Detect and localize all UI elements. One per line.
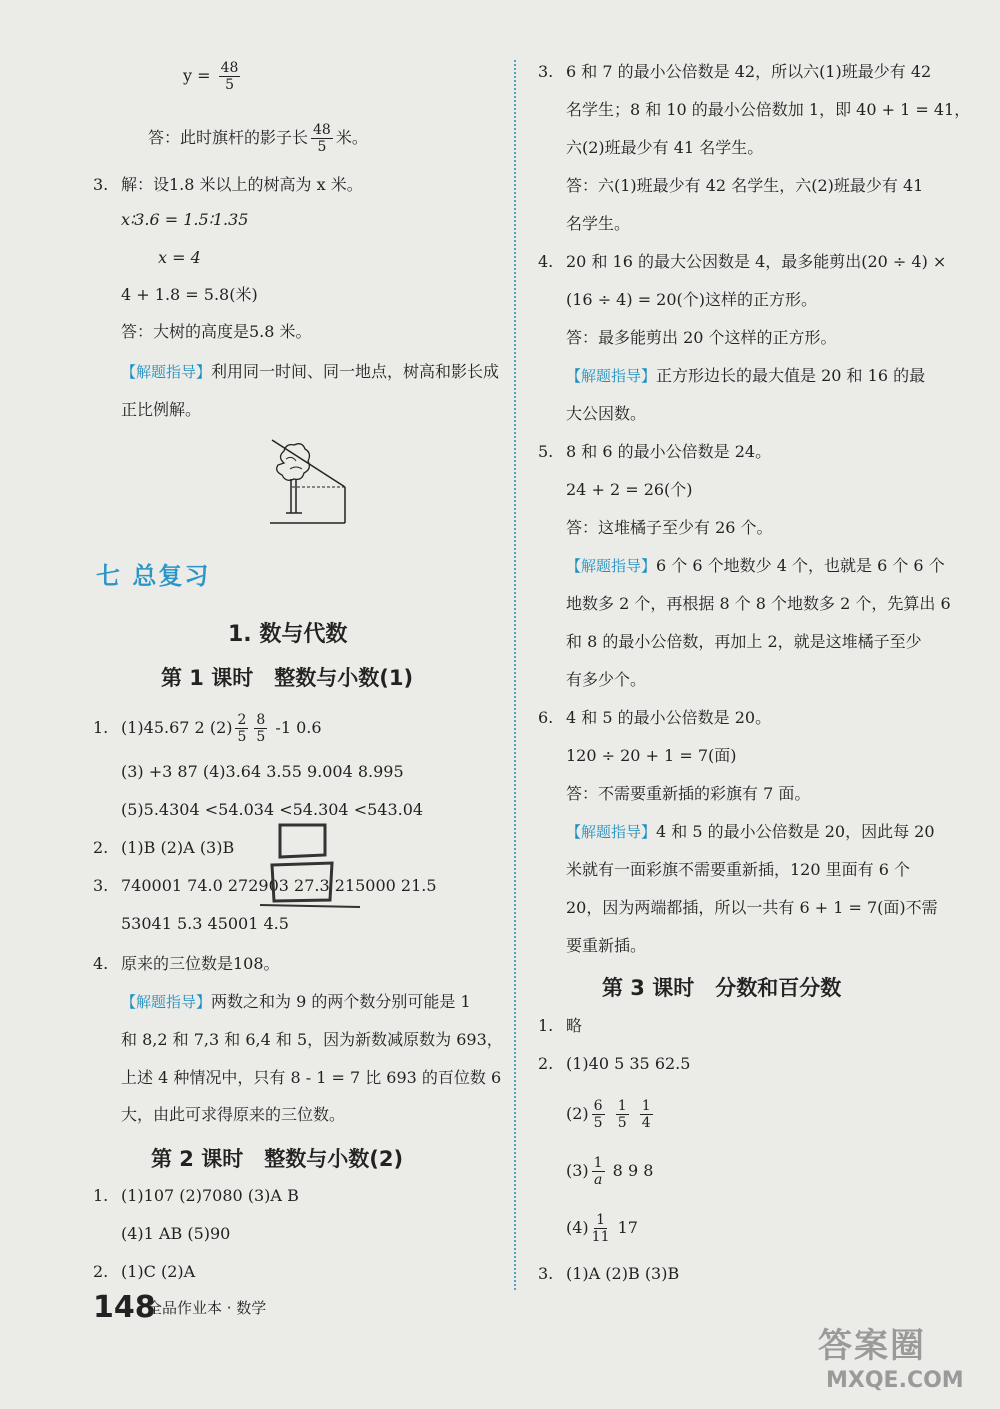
watermark-url: MXQE.COM (826, 1368, 964, 1393)
tree-shadow-diagram (262, 435, 352, 530)
watermark-logo: 答案圈 (818, 1326, 926, 1366)
unit-title: 1. 数与代数 (228, 622, 348, 647)
guide-tag: 【解题指导】 (566, 557, 657, 575)
r-q4-line3: 答：最多能剪出 20 个这样的正方形。 (566, 328, 837, 347)
l1q2: 2. (1)B (2)A (3)B (93, 838, 235, 857)
stamp (250, 805, 370, 945)
r-q4-line2: (16 ÷ 4) = 20(个)这样的正方形。 (566, 290, 818, 309)
stamp-mark (250, 805, 370, 915)
r-q3-line2: 名学生；8 和 10 的最小公倍数加 1，即 40 + 1 = 41， (566, 100, 971, 119)
r-l3q3: 3. (1)A (2)B (3)B (538, 1264, 680, 1283)
guide-tag: 【解题指导】 (121, 993, 212, 1011)
r-l3q2-line4: (4) $\frac{1}{11}$ 17 (566, 1212, 638, 1245)
l1q1-line1: 1. (1)45.67 2 (2) $\frac{2}{5}$ $\frac{8}{5}$ -1 0.6 (93, 712, 322, 745)
answer-shadow: 答：此时旗杆的影子长 $\frac{48}{5}$ 米。 (148, 122, 368, 155)
r-q5-guide-3: 和 8 的最小公倍数，再加上 2，就是这堆橘子至少 (566, 632, 922, 651)
r-q6-guide-2: 米就有一面彩旗不需要重新插，120 里面有 6 个 (566, 860, 910, 879)
l1q1-line3: (5)5.4304 <54.034 <54.304 <543.04 (121, 800, 424, 819)
r-q3-line1: 3. 6 和 7 的最小公倍数是 42，所以六(1)班最少有 42 (538, 62, 932, 81)
q3-guide: 【解题指导】利用同一时间、同一地点，树高和影长成 (121, 362, 500, 381)
l1q4-guide-3: 上述 4 种情况中，只有 8 - 1 = 7 比 693 的百位数 6 (121, 1068, 502, 1087)
r-q6-guide-4: 要重新插。 (566, 936, 647, 955)
l1q4-guide: 【解题指导】两数之和为 9 的两个数分别可能是 1 (121, 992, 471, 1011)
r-q4-guide-2: 大公因数。 (566, 404, 647, 423)
r-q3-line4: 答：六(1)班最少有 42 名学生，六(2)班最少有 41 (566, 176, 924, 195)
r-q5-guide-2: 地数多 2 个，再根据 8 个 8 个地数多 2 个，先算出 6 (566, 594, 951, 613)
l1q4-guide-4: 大，由此可求得原来的三位数。 (121, 1105, 346, 1124)
book-title: 全品作业本 · 数学 (147, 1299, 267, 1317)
column-divider (514, 60, 516, 1290)
q3-line1: 3. 解：设1.8 米以上的树高为 x 米。 (93, 175, 363, 194)
r-q6-line1: 6. 4 和 5 的最小公倍数是 20。 (538, 708, 772, 727)
q3-line4: 4 + 1.8 = 5.8(米) (121, 285, 258, 304)
guide-tag: 【解题指导】 (121, 363, 212, 381)
r-q5-guide: 【解题指导】6 个 6 个地数少 4 个，也就是 6 个 6 个 (566, 556, 945, 575)
r-q4-line1: 4. 20 和 16 的最大公因数是 4，最多能剪出(20 ÷ 4) × (538, 252, 947, 271)
q3-line5: 答：大树的高度是5.8 米。 (121, 322, 312, 341)
section-title: 七 总复习 (96, 562, 211, 590)
guide-tag: 【解题指导】 (566, 367, 657, 385)
r-q3-line3: 六(2)班最少有 41 名学生。 (566, 138, 764, 157)
q3-line3: x = 4 (158, 248, 201, 267)
r-q3-line5: 名学生。 (566, 214, 631, 233)
guide-tag: 【解题指导】 (566, 823, 657, 841)
r-l3q2-line3: (3) $\frac{1}{a}$ 8 9 8 (566, 1155, 654, 1188)
y-equation: y = $\frac{48}{5}$ (183, 60, 239, 93)
l2q1-line1: 1. (1)107 (2)7080 (3)A B (93, 1186, 299, 1205)
lesson3-title: 第 3 课时 分数和百分数 (602, 976, 842, 1000)
r-q5-line1: 5. 8 和 6 的最小公倍数是 24。 (538, 442, 772, 461)
r-q6-guide: 【解题指导】4 和 5 的最小公倍数是 20，因此每 20 (566, 822, 935, 841)
r-q6-line3: 答：不需要重新插的彩旗有 7 面。 (566, 784, 811, 803)
q3-line2: x∶3.6 = 1.5∶1.35 (121, 210, 249, 229)
r-q4-guide: 【解题指导】正方形边长的最大值是 20 和 16 的最 (566, 366, 926, 385)
l1q3-line1: 3. 740001 74.0 272903 27.3 215000 21.5 (93, 876, 437, 895)
r-l3q2-line2: (2) $\frac{6}{5}$ $\frac{1}{5}$ $\frac{1}{4}$ (566, 1098, 651, 1131)
page-number: 148 (93, 1290, 156, 1325)
lesson1-title: 第 1 课时 整数与小数(1) (161, 666, 414, 690)
r-q5-line3: 答：这堆橘子至少有 26 个。 (566, 518, 773, 537)
l1q4-line1: 4. 原来的三位数是108。 (93, 954, 280, 973)
r-q6-guide-3: 20，因为两端都插，所以一共有 6 + 1 = 7(面)不需 (566, 898, 938, 917)
r-l3q1: 1. 略 (538, 1016, 583, 1035)
q3-guide-2: 正比例解。 (121, 400, 202, 419)
lesson2-title: 第 2 课时 整数与小数(2) (151, 1147, 404, 1171)
l1q4-guide-2: 和 8,2 和 7,3 和 6,4 和 5，因为新数减原数为 693， (121, 1030, 503, 1049)
l1q3-line2: 53041 5.3 45001 4.5 (121, 914, 289, 933)
l2q2: 2. (1)C (2)A (93, 1262, 196, 1281)
l1q1-line2: (3) +3 87 (4)3.64 3.55 9.004 8.995 (121, 762, 404, 781)
r-l3q2-line1: 2. (1)40 5 35 62.5 (538, 1054, 691, 1073)
r-q6-line2: 120 ÷ 20 + 1 = 7(面) (566, 746, 737, 765)
r-q5-line2: 24 + 2 = 26(个) (566, 480, 693, 499)
l2q1-line2: (4)1 AB (5)90 (121, 1224, 231, 1243)
r-q5-guide-4: 有多少个。 (566, 670, 647, 689)
